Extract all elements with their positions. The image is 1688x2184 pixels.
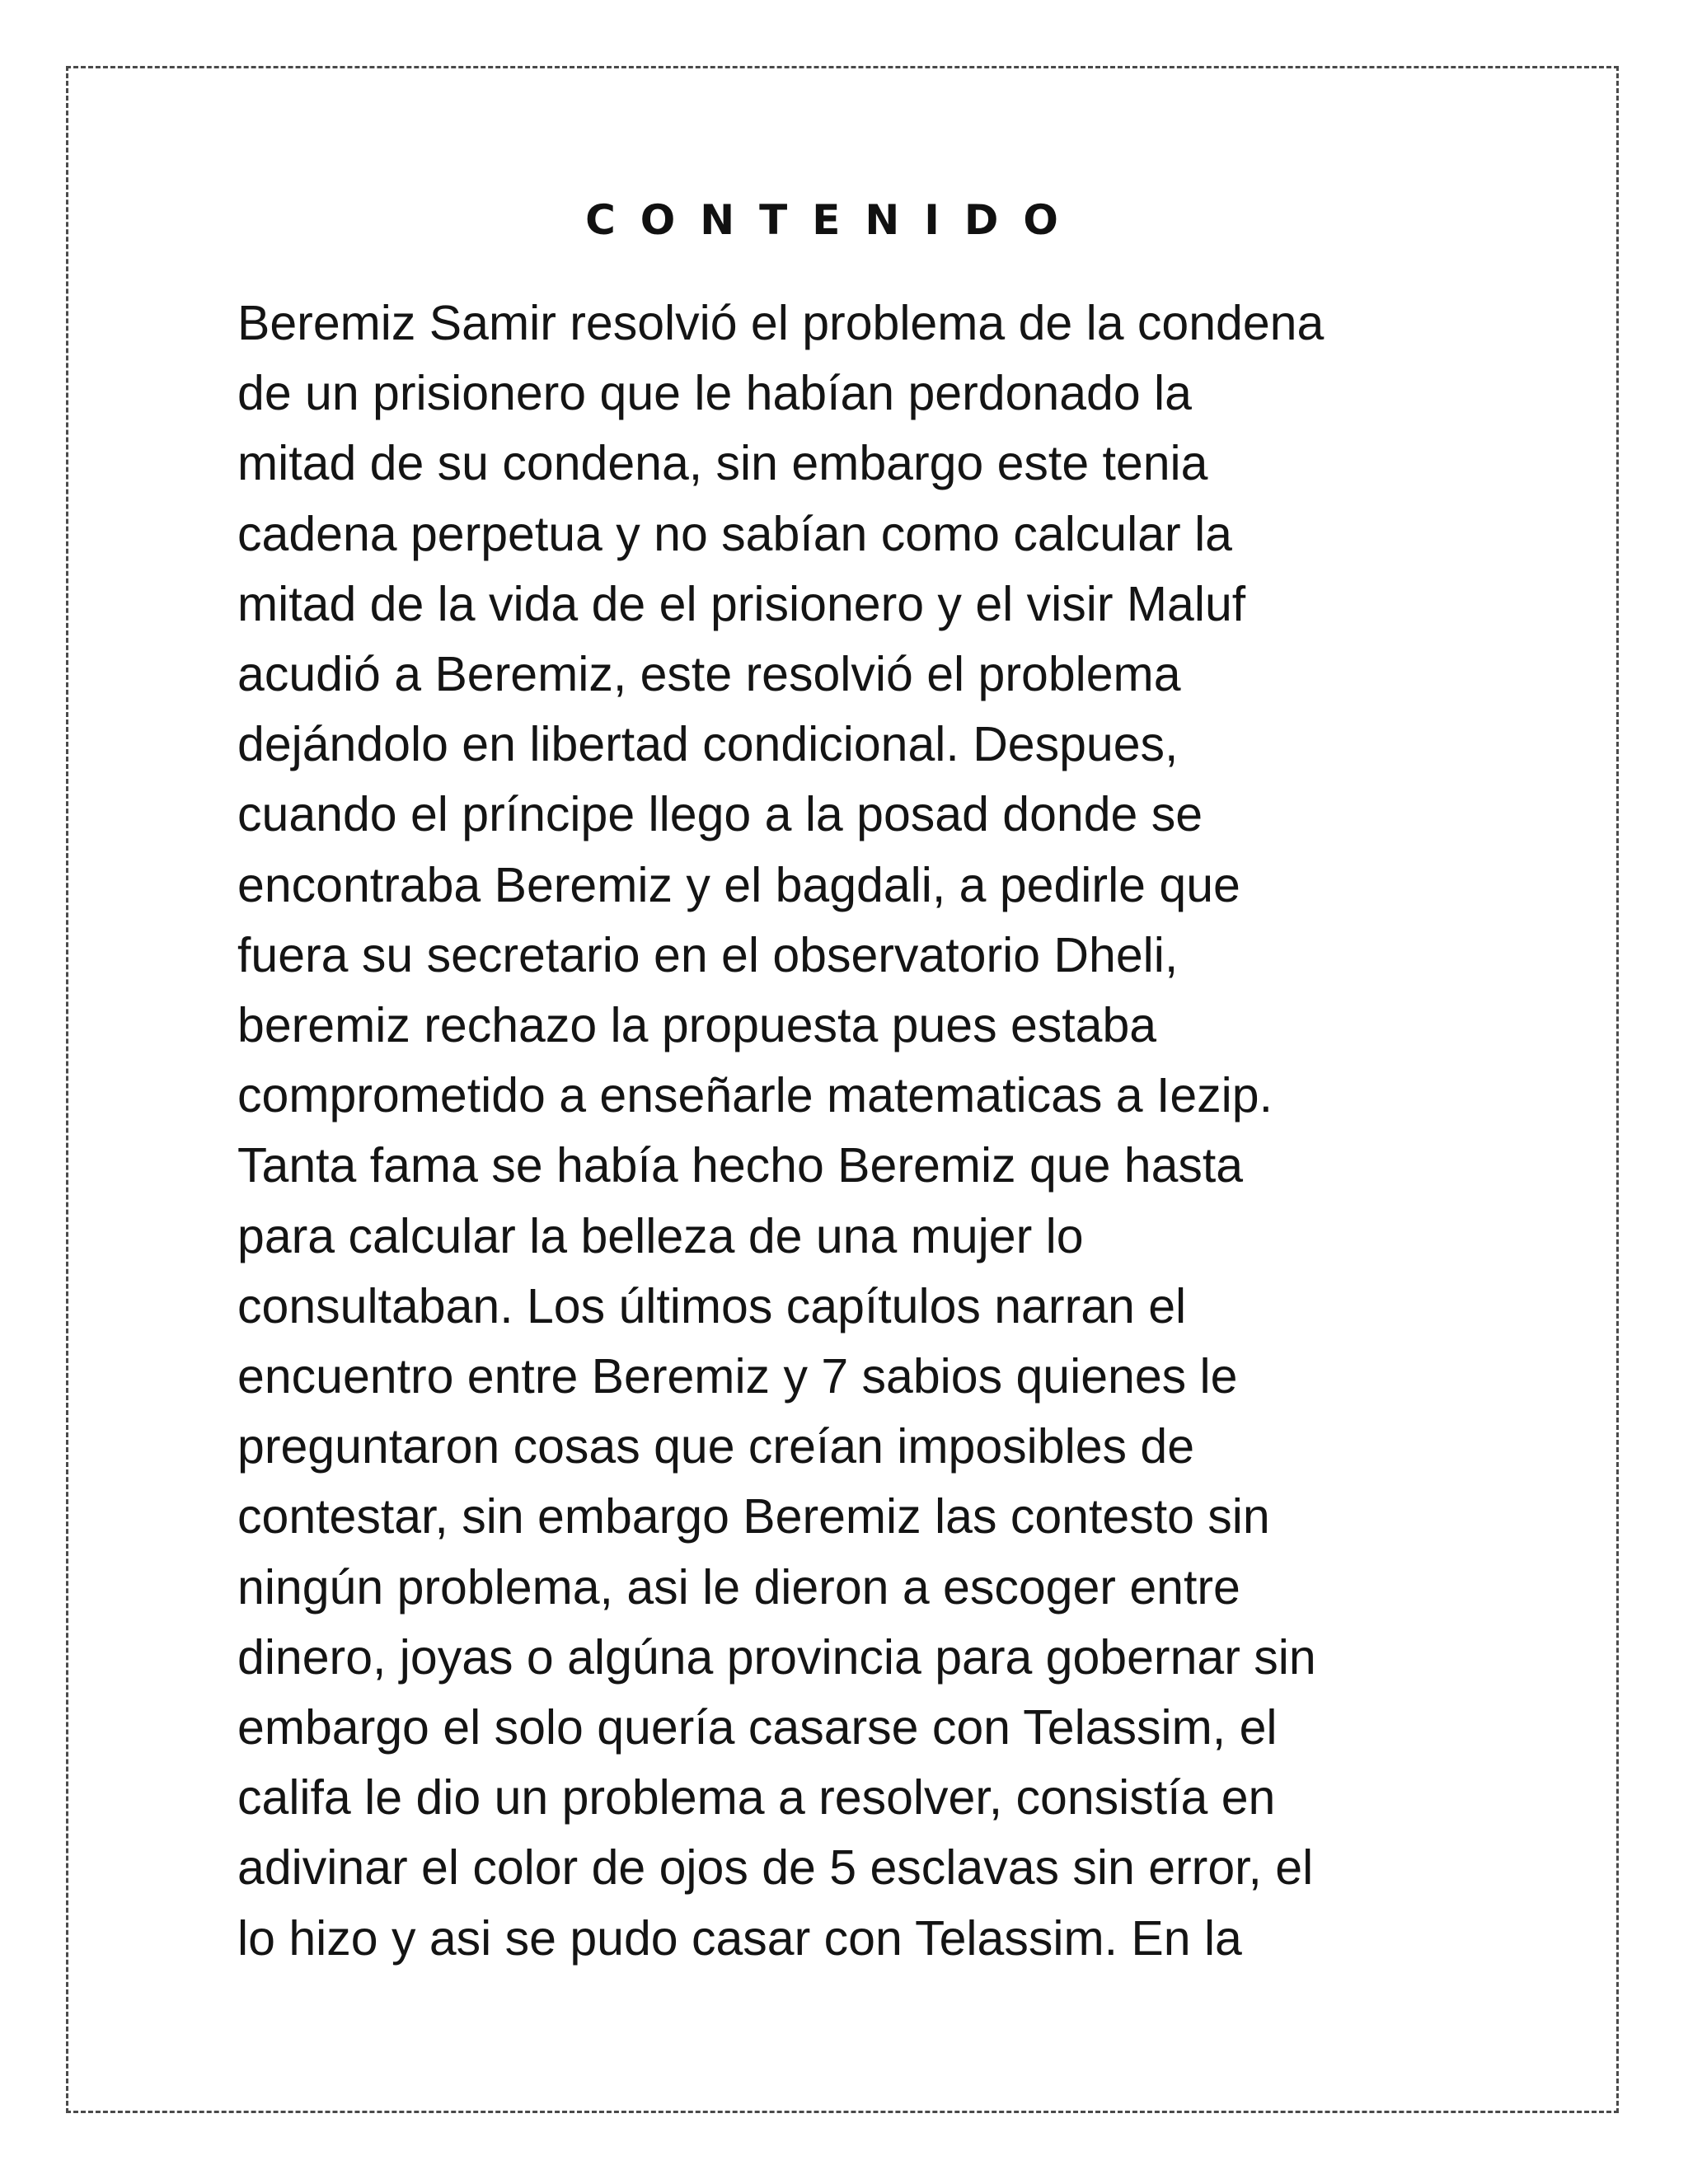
text-line: Tanta fama se había hecho Beremiz que hasta bbox=[237, 1138, 1244, 1193]
text-line: consultaban. Los últimos capítulos narran el bbox=[237, 1278, 1187, 1333]
body-text bbox=[237, 288, 1474, 1974]
text-line: lo hizo y asi se pudo casar con Telassim. En la bbox=[237, 1910, 1242, 1966]
text-line: beremiz rechazo la propuesta pues estaba bbox=[237, 998, 1157, 1053]
text-line: preguntaron cosas que creían imposibles de bbox=[237, 1419, 1195, 1474]
text-line: ningún problema, asi le dieron a escoger entre bbox=[237, 1559, 1240, 1615]
text-line: adivinar el color de ojos de 5 esclavas sin error, el bbox=[237, 1840, 1314, 1896]
text-line: dinero, joyas o algúna provincia para gobernar sin bbox=[237, 1629, 1316, 1685]
text-line: Beremiz Samir resolvió el problema de la condena bbox=[237, 296, 1325, 350]
text-line: cuando el príncipe llego a la posad donde se bbox=[237, 787, 1203, 842]
text-line: mitad de la vida de el prisionero y el visir Maluf bbox=[237, 576, 1246, 631]
text-line: acudió a Beremiz, este resolvió el problema bbox=[237, 647, 1181, 702]
text-line: cadena perpetua y no sabían como calcular la bbox=[237, 506, 1232, 561]
text-line: califa le dio un problema a resolver, consistía en bbox=[237, 1770, 1276, 1825]
text-line: dejándolo en libertad condicional. Despues, bbox=[237, 717, 1179, 772]
page-title: CONTENIDO bbox=[585, 196, 1083, 244]
text-line: encuentro entre Beremiz y 7 sabios quienes le bbox=[237, 1349, 1238, 1404]
text-line: de un prisionero que le habían perdonado la bbox=[237, 366, 1192, 421]
text-line: comprometido a enseñarle matematicas a Iezip. bbox=[237, 1068, 1273, 1123]
text-line: para calcular la belleza de una mujer lo bbox=[237, 1208, 1084, 1263]
text-line: encontraba Beremiz y el bagdali, a pedirle que bbox=[237, 857, 1240, 912]
text-line: fuera su secretario en el observatorio Dheli, bbox=[237, 927, 1179, 982]
text-line: embargo el solo quería casarse con Telassim, el bbox=[237, 1700, 1278, 1755]
text-line: mitad de su condena, sin embargo este tenia bbox=[237, 436, 1208, 491]
text-line: contestar, sin embargo Beremiz las contesto sin bbox=[237, 1489, 1270, 1544]
